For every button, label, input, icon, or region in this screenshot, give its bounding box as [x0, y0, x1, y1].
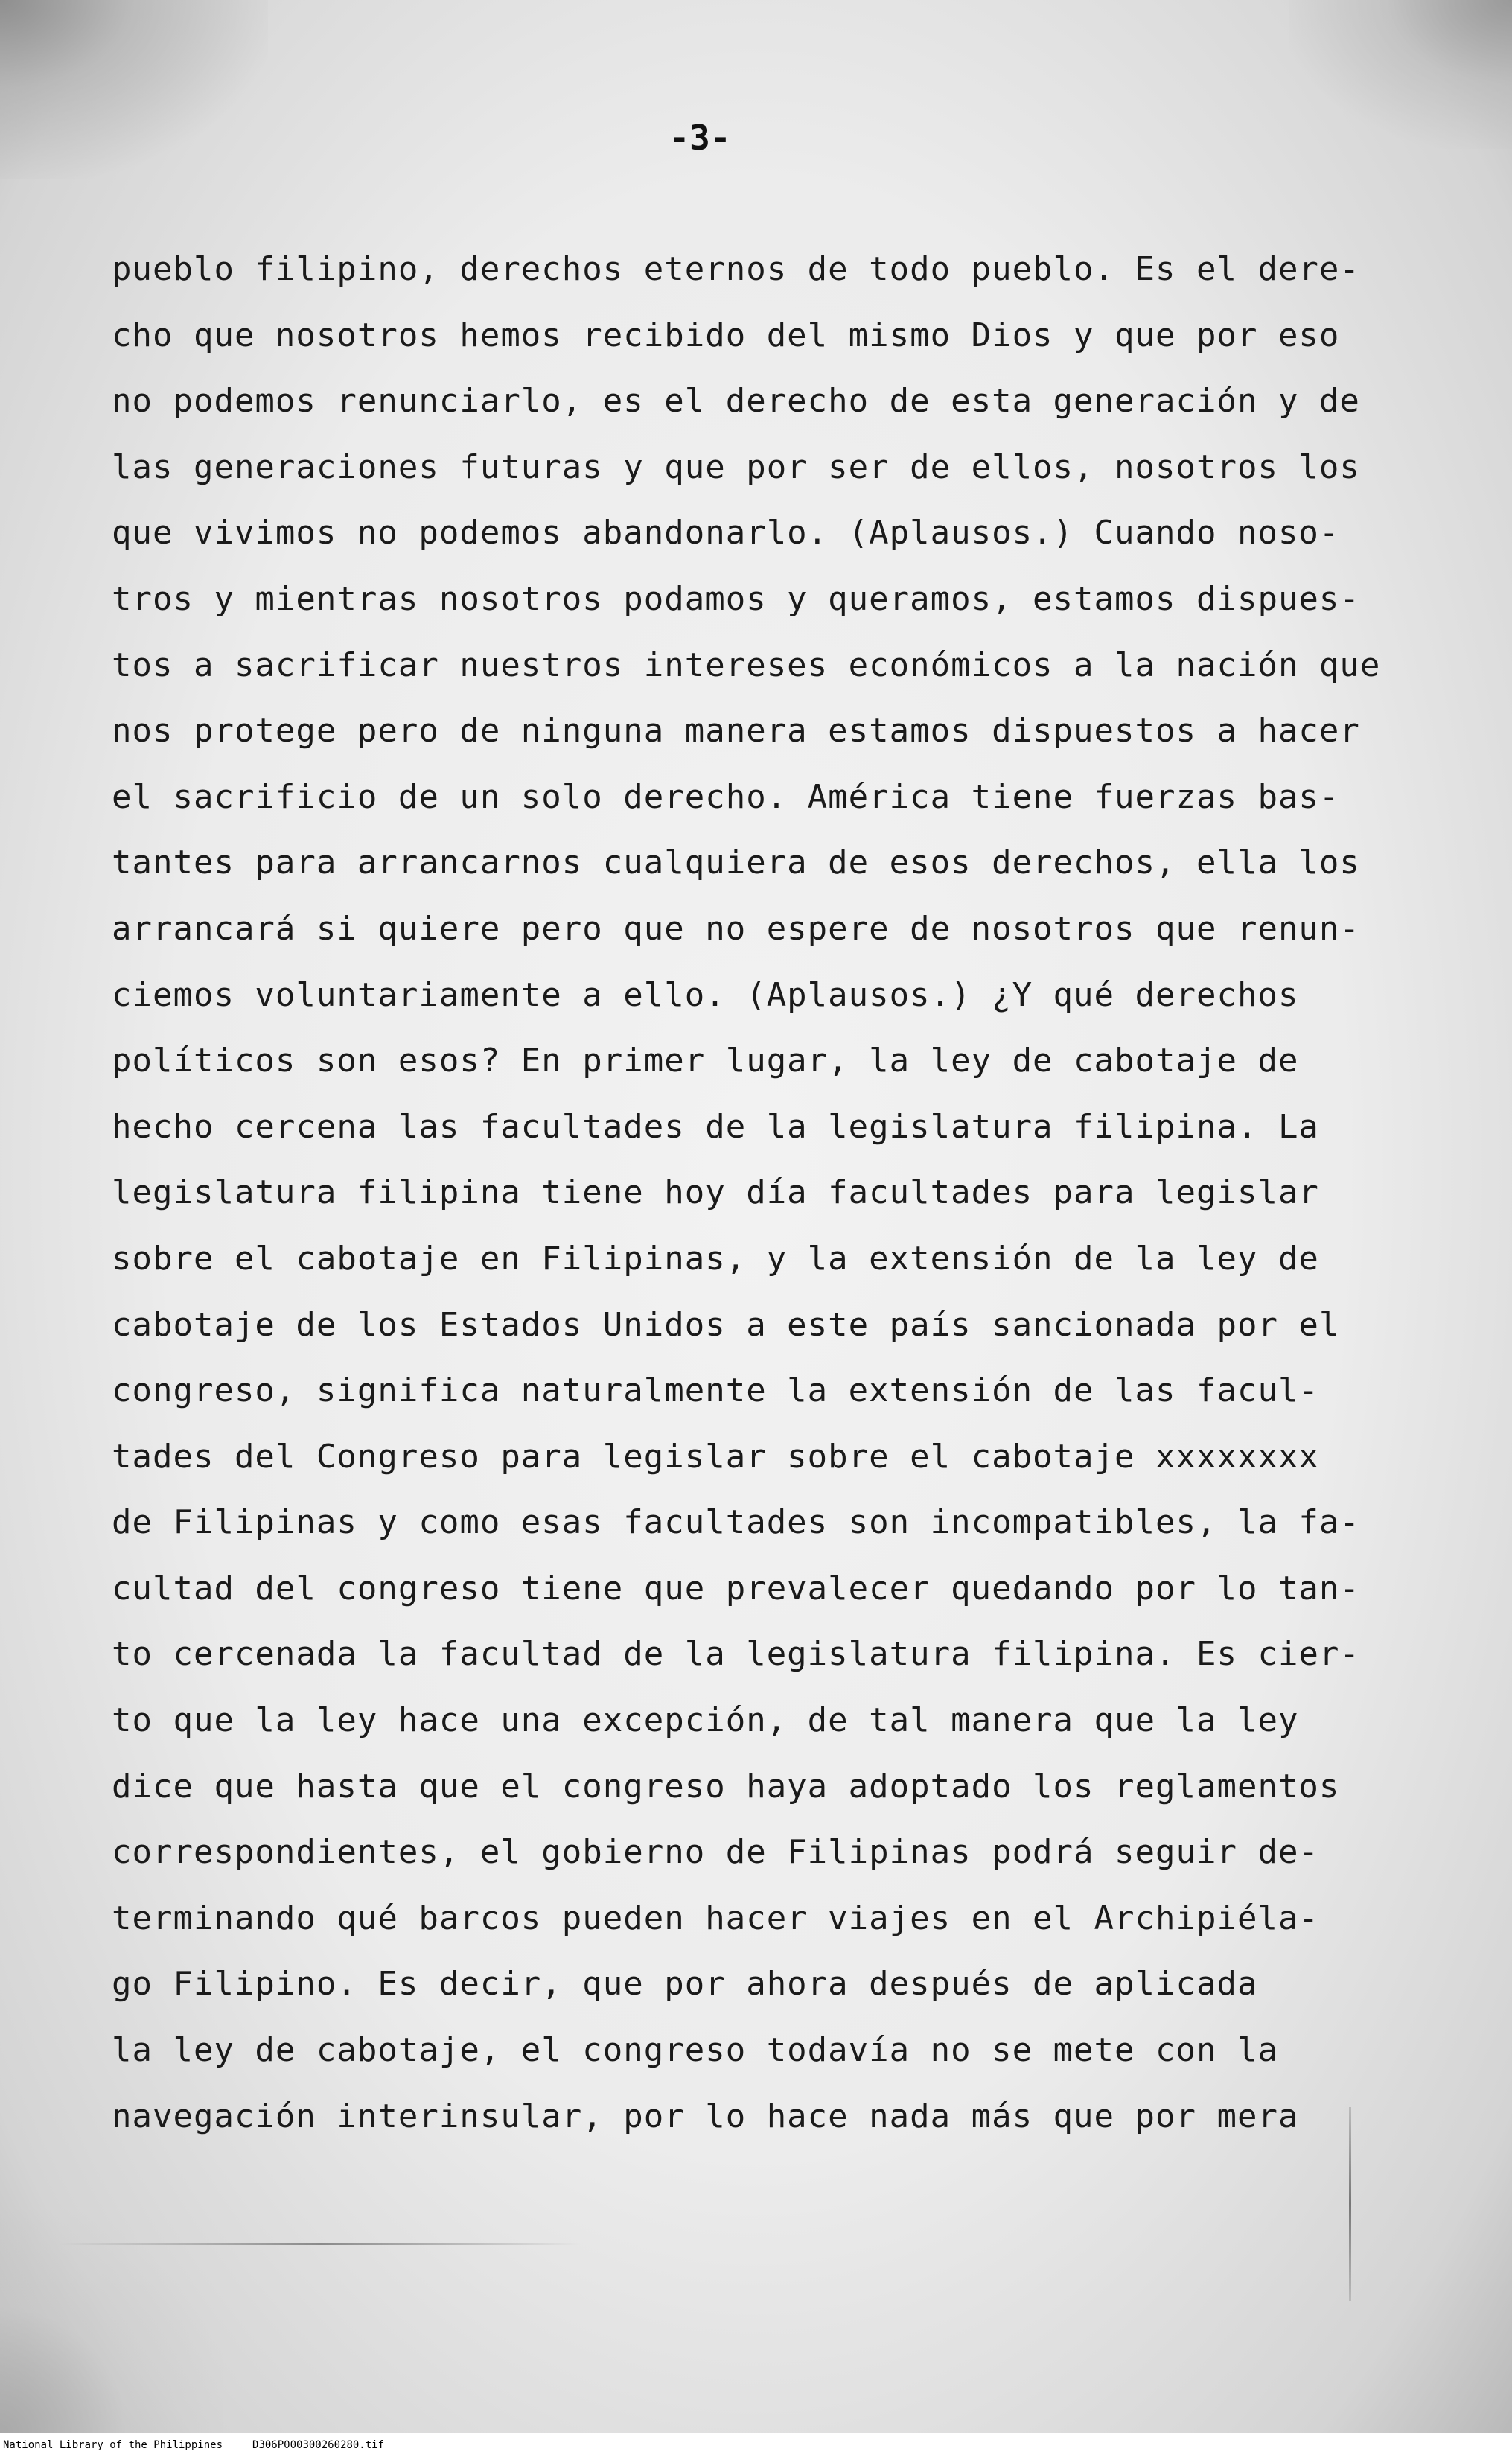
footer-library-name: National Library of the Philippines	[3, 2439, 223, 2451]
text-line-16: sobre el cabotaje en Filipinas, y la extensión de la ley de	[112, 1239, 1319, 1278]
text-line-12: ciemos voluntariamente a ello. (Aplausos.) ¿Y qué derechos	[112, 975, 1299, 1014]
text-line-13: políticos son esos? En primer lugar, la ley de cabotaje de	[112, 1042, 1299, 1080]
text-line-26: terminando qué barcos pueden hacer viajes en el Archipiéla-	[112, 1899, 1319, 1937]
text-line-23: to que la ley hace una excepción, de tal manera que la ley	[112, 1701, 1299, 1740]
scan-footer	[0, 2433, 1512, 2457]
text-line-22: to cercenada la facultad de la legislatura filipina. Es cier-	[112, 1635, 1360, 1674]
text-line-24: dice que hasta que el congreso haya adoptado los reglamentos	[112, 1767, 1340, 1806]
text-line-9: el sacrificio de un solo derecho. América tiene fuerzas bas-	[112, 777, 1340, 816]
text-line-4: las generaciones futuras y que por ser de ellos, nosotros los	[112, 447, 1360, 486]
text-line-20: de Filipinas y como esas facultades son incompatibles, la fa-	[112, 1503, 1360, 1542]
text-line-14: hecho cercena las facultades de la legislatura filipina. La	[112, 1107, 1319, 1146]
text-line-10: tantes para arrancarnos cualquiera de esos derechos, ella los	[112, 844, 1360, 882]
text-line-21: cultad del congreso tiene que prevalecer quedando por lo tan-	[112, 1569, 1360, 1607]
text-line-15: legislatura filipina tiene hoy día facultades para legislar	[112, 1173, 1319, 1212]
text-line-28: la ley de cabotaje, el congreso todavía no se mete con la	[112, 2031, 1278, 2070]
pencil-underline-mark	[60, 2243, 581, 2245]
typewritten-body	[112, 237, 1422, 2150]
text-line-8: nos protege pero de ninguna manera estamos dispuestos a hacer	[112, 712, 1360, 751]
text-line-19: tades del Congreso para legislar sobre el cabotaje xxxxxxxx	[112, 1437, 1319, 1476]
text-line-25: correspondientes, el gobierno de Filipinas podrá seguir de-	[112, 1833, 1319, 1872]
footer-file-id: D306P000300260280.tif	[252, 2439, 385, 2451]
text-line-2: cho que nosotros hemos recibido del mismo Dios y que por eso	[112, 316, 1340, 354]
text-line-27: go Filipino. Es decir, que por ahora después de aplicada	[112, 1965, 1258, 2004]
page-number: -3-	[669, 118, 731, 158]
text-line-1: pueblo filipino, derechos eternos de todo pueblo. Es el dere-	[112, 250, 1360, 288]
text-line-7: tos a sacrificar nuestros intereses económicos a la nación que	[112, 646, 1381, 684]
text-line-3: no podemos renunciarlo, es el derecho de esta generación y de	[112, 382, 1360, 421]
text-line-5: que vivimos no podemos abandonarlo. (Aplausos.) Cuando noso-	[112, 514, 1340, 552]
text-line-11: arrancará si quiere pero que no espere de nosotros que renun-	[112, 909, 1360, 948]
text-line-6: tros y mientras nosotros podamos y queramos, estamos dispues-	[112, 579, 1360, 618]
margin-pencil-line	[1349, 2107, 1351, 2301]
text-line-18: congreso, significa naturalmente la extensión de las facul-	[112, 1371, 1319, 1410]
text-line-17: cabotaje de los Estados Unidos a este país sancionada por el	[112, 1305, 1340, 1344]
text-line-29: navegación interinsular, por lo hace nada más que por mera	[112, 2097, 1299, 2135]
